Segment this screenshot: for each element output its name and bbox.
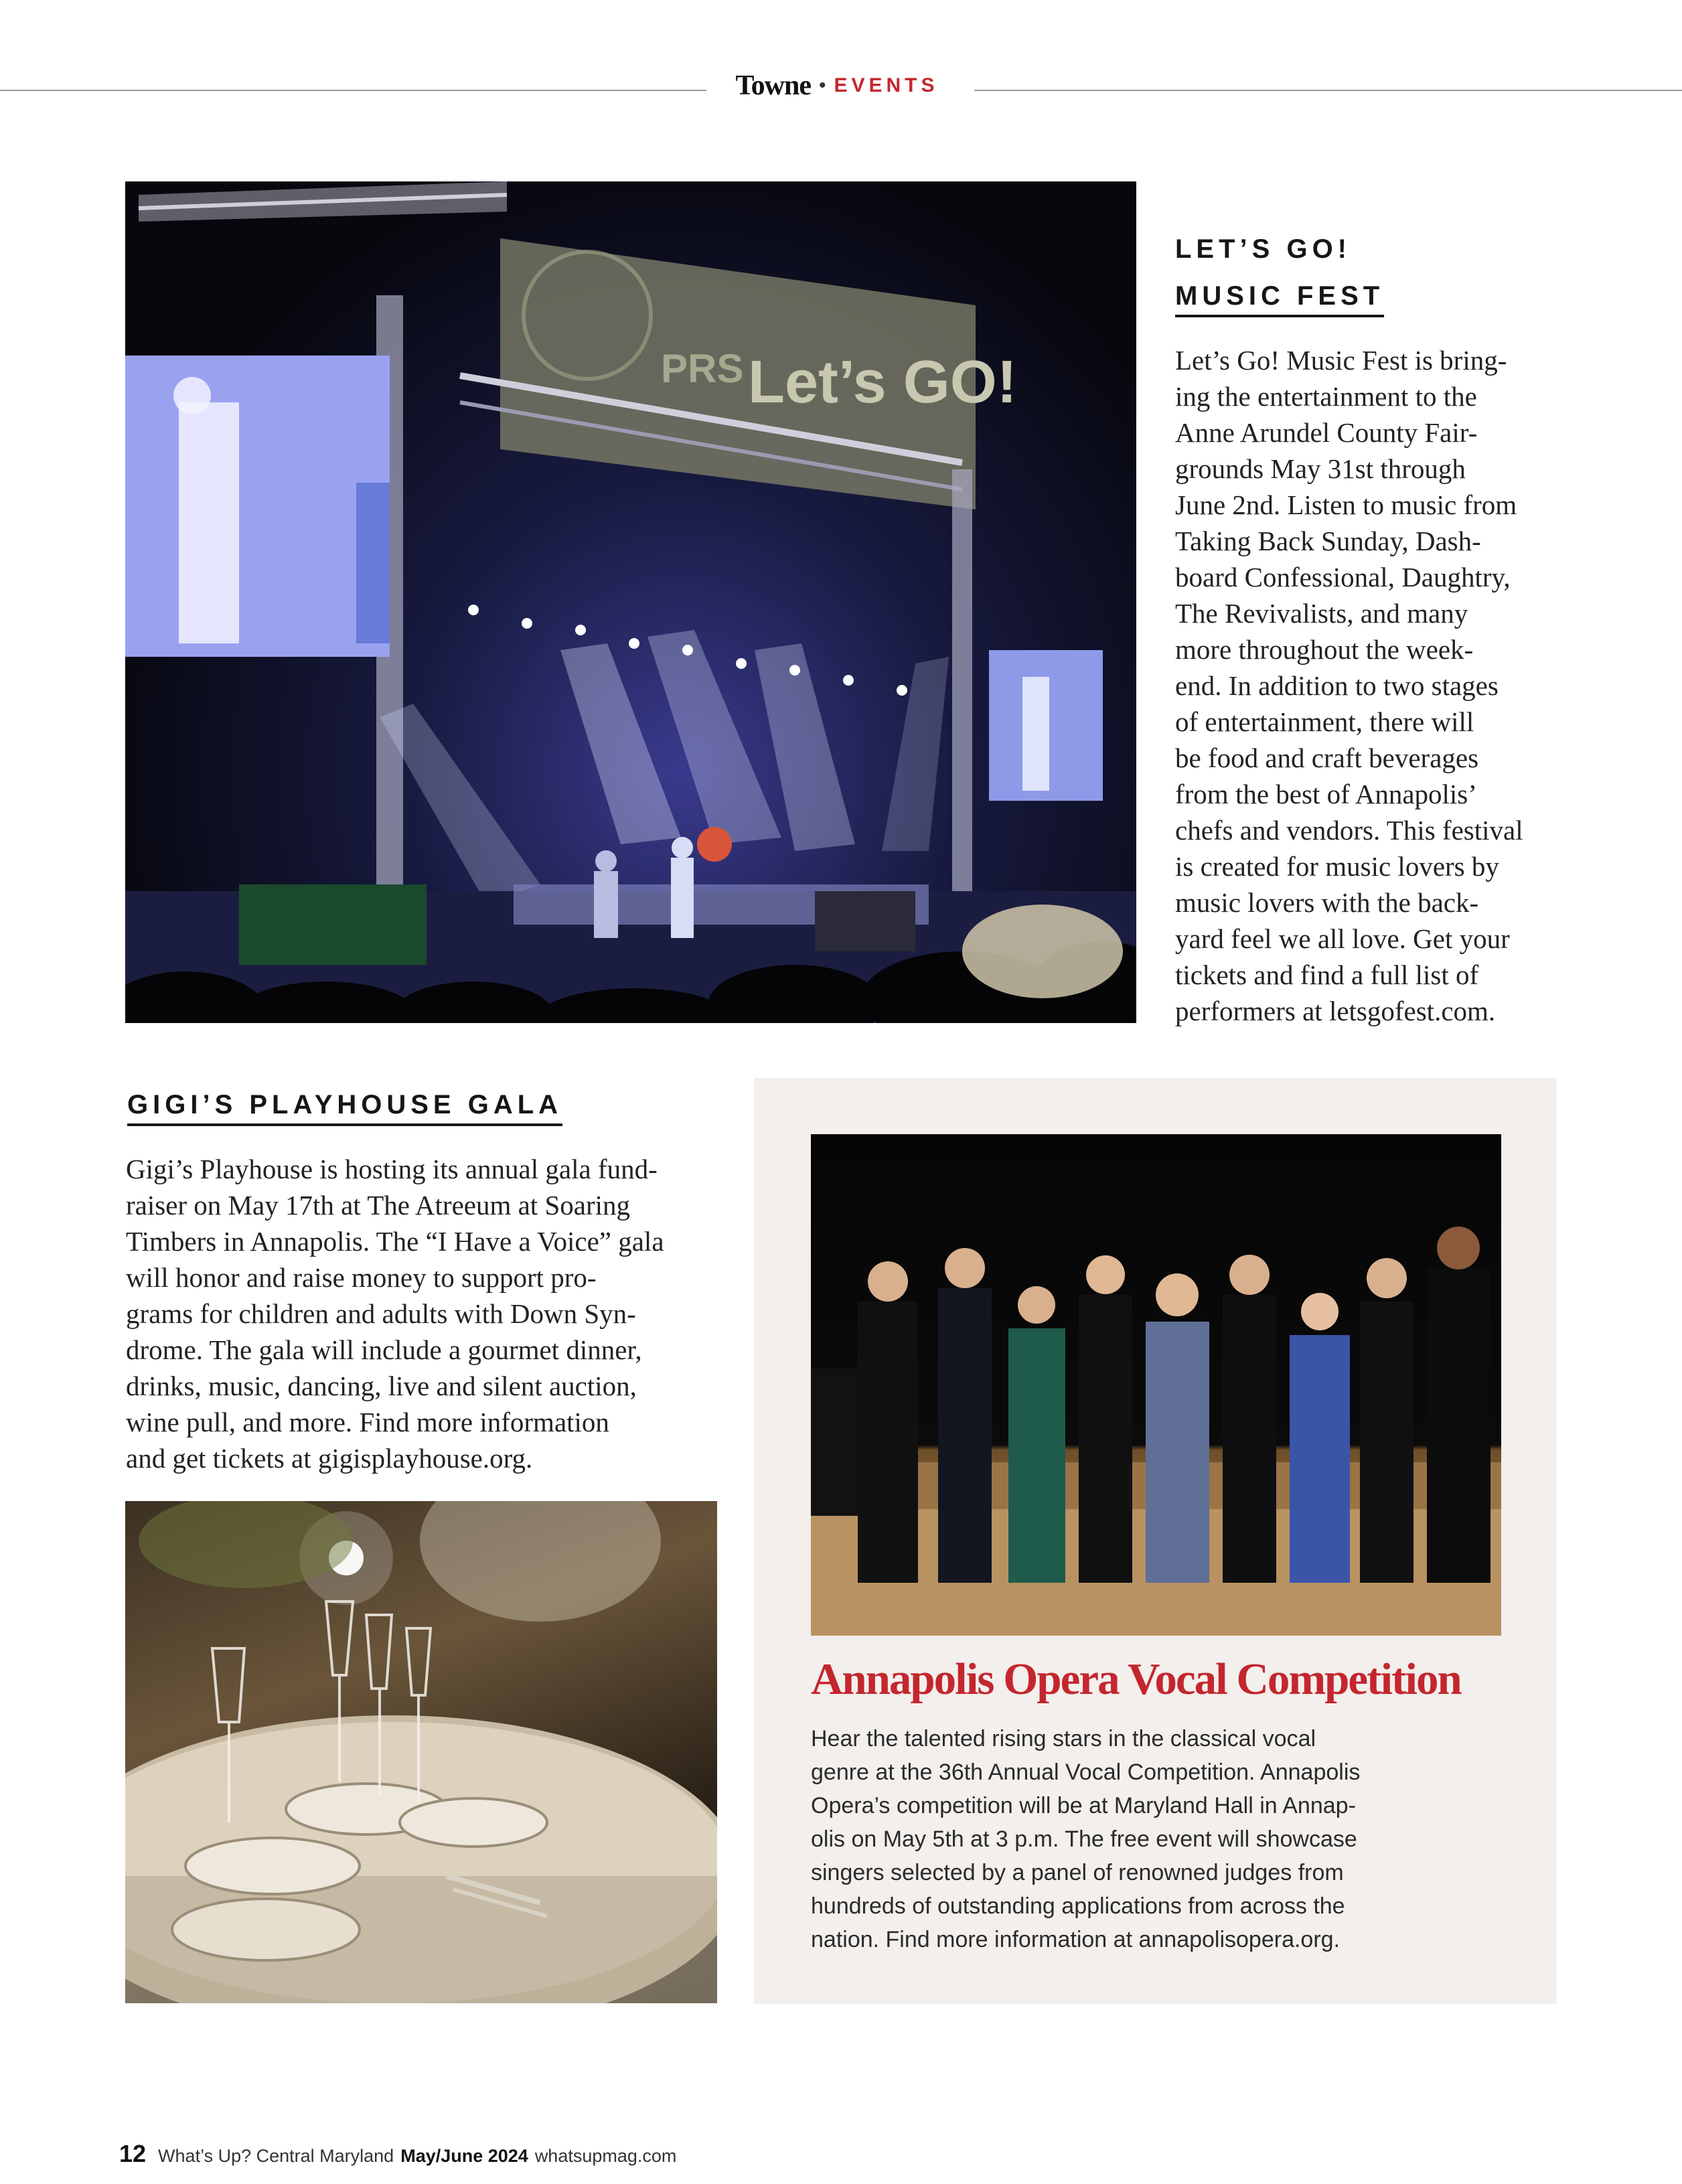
left-video-screen <box>125 356 390 657</box>
opera-body-line: Hear the talented rising stars in the classical vocal <box>811 1726 1316 1751</box>
gigi-body-line: drinks, music, dancing, live and silent auction, <box>126 1371 637 1401</box>
header-rule-right <box>974 90 1682 91</box>
music-fest-body-line: board Confessional, Daughtry, <box>1175 562 1511 593</box>
publication-name: What’s Up? Central Maryland <box>158 2146 394 2166</box>
opera-body-line: nation. Find more information at annapolisopera.org. <box>811 1927 1341 1952</box>
music-fest-heading-2 <box>1175 281 1384 317</box>
gigi-body-line: Gigi’s Playhouse is hosting its annual gala fund- <box>126 1154 658 1184</box>
music-fest-heading <box>1175 234 1351 264</box>
opera-body <box>811 1722 1534 1956</box>
gigi-heading-wrap <box>127 1090 562 1126</box>
music-fest-body-line: yard feel we all love. Get your <box>1175 923 1510 954</box>
section-label: EVENTS <box>834 74 939 96</box>
gigi-body-line: grams for children and adults with Down Syn- <box>126 1298 636 1329</box>
music-fest-body-line: of entertainment, there will <box>1175 706 1474 737</box>
music-fest-body-line: performers at letsgofest.com. <box>1175 996 1496 1026</box>
gigi-body-line: Timbers in Annapolis. The “I Have a Voice” gala <box>126 1226 664 1257</box>
music-fest-body-line: June 2nd. Listen to music from <box>1175 489 1517 520</box>
gigi-body-line: drome. The gala will include a gourmet dinner, <box>126 1334 642 1365</box>
gigi-heading: GIGI’S PLAYHOUSE GALA <box>127 1090 562 1126</box>
opera-body-line: genre at the 36th Annual Vocal Competition. Annapolis <box>811 1760 1361 1785</box>
website-link[interactable]: whatsupmag.com <box>534 2146 677 2166</box>
opera-body-line: hundreds of outstanding applications from across the <box>811 1893 1345 1919</box>
separator: • <box>818 74 826 96</box>
page-number: 12 <box>119 2140 147 2167</box>
music-fest-body-line: Taking Back Sunday, Dash- <box>1175 526 1481 556</box>
gigi-body <box>126 1151 729 1476</box>
music-fest-heading-line2: MUSIC FEST <box>1175 281 1384 317</box>
singers-group <box>858 1227 1490 1583</box>
music-fest-body-line: from the best of Annapolis’ <box>1175 779 1477 809</box>
opera-body-line: singers selected by a panel of renowned judges from <box>811 1860 1344 1885</box>
music-fest-heading-line1: LET’S GO! <box>1175 234 1351 264</box>
music-fest-body-line: ing the entertainment to the <box>1175 381 1477 412</box>
music-fest-body <box>1175 342 1577 1029</box>
gigi-body-line: and get tickets at gigisplayhouse.org. <box>126 1443 533 1474</box>
issue-date: May/June 2024 <box>400 2146 528 2166</box>
music-fest-body-line: more throughout the week- <box>1175 634 1474 665</box>
page-footer <box>119 2140 676 2168</box>
brand-label: Towne <box>735 70 811 101</box>
music-fest-body-line: music lovers with the back- <box>1175 887 1479 918</box>
music-fest-body-line: be food and craft beverages <box>1175 743 1479 773</box>
opera-body-line: Opera’s competition will be at Maryland Hall in Annap- <box>811 1793 1356 1818</box>
running-header <box>723 70 951 102</box>
opera-title: Annapolis Opera Vocal Competition <box>811 1654 1461 1704</box>
music-fest-body-line: end. In addition to two stages <box>1175 670 1499 701</box>
music-fest-body-line: Anne Arundel County Fair- <box>1175 417 1478 448</box>
music-fest-body-line: The Revivalists, and many <box>1175 598 1468 629</box>
music-fest-body-line: grounds May 31st through <box>1175 453 1466 484</box>
gigi-body-line: will honor and raise money to support pro- <box>126 1262 597 1293</box>
music-fest-body-line: tickets and find a full list of <box>1175 959 1479 990</box>
gigi-body-line: raiser on May 17th at The Atreeum at Soaring <box>126 1190 630 1221</box>
music-fest-body-line: Let’s Go! Music Fest is bring- <box>1175 345 1507 376</box>
header-rule-left <box>0 90 706 91</box>
concert-stage-photo <box>125 181 1136 1023</box>
gala-dining-photo <box>125 1501 717 2003</box>
banner-letsgo-text: Let’s GO! <box>748 349 1017 416</box>
banner-prs-text: PRS <box>661 346 744 391</box>
music-fest-body-line: is created for music lovers by <box>1175 851 1499 882</box>
opera-singers-photo <box>811 1134 1501 1636</box>
opera-body-line: olis on May 5th at 3 p.m. The free event will showcase <box>811 1826 1357 1852</box>
gigi-body-line: wine pull, and more. Find more information <box>126 1407 609 1437</box>
music-fest-body-line: chefs and vendors. This festival <box>1175 815 1523 846</box>
